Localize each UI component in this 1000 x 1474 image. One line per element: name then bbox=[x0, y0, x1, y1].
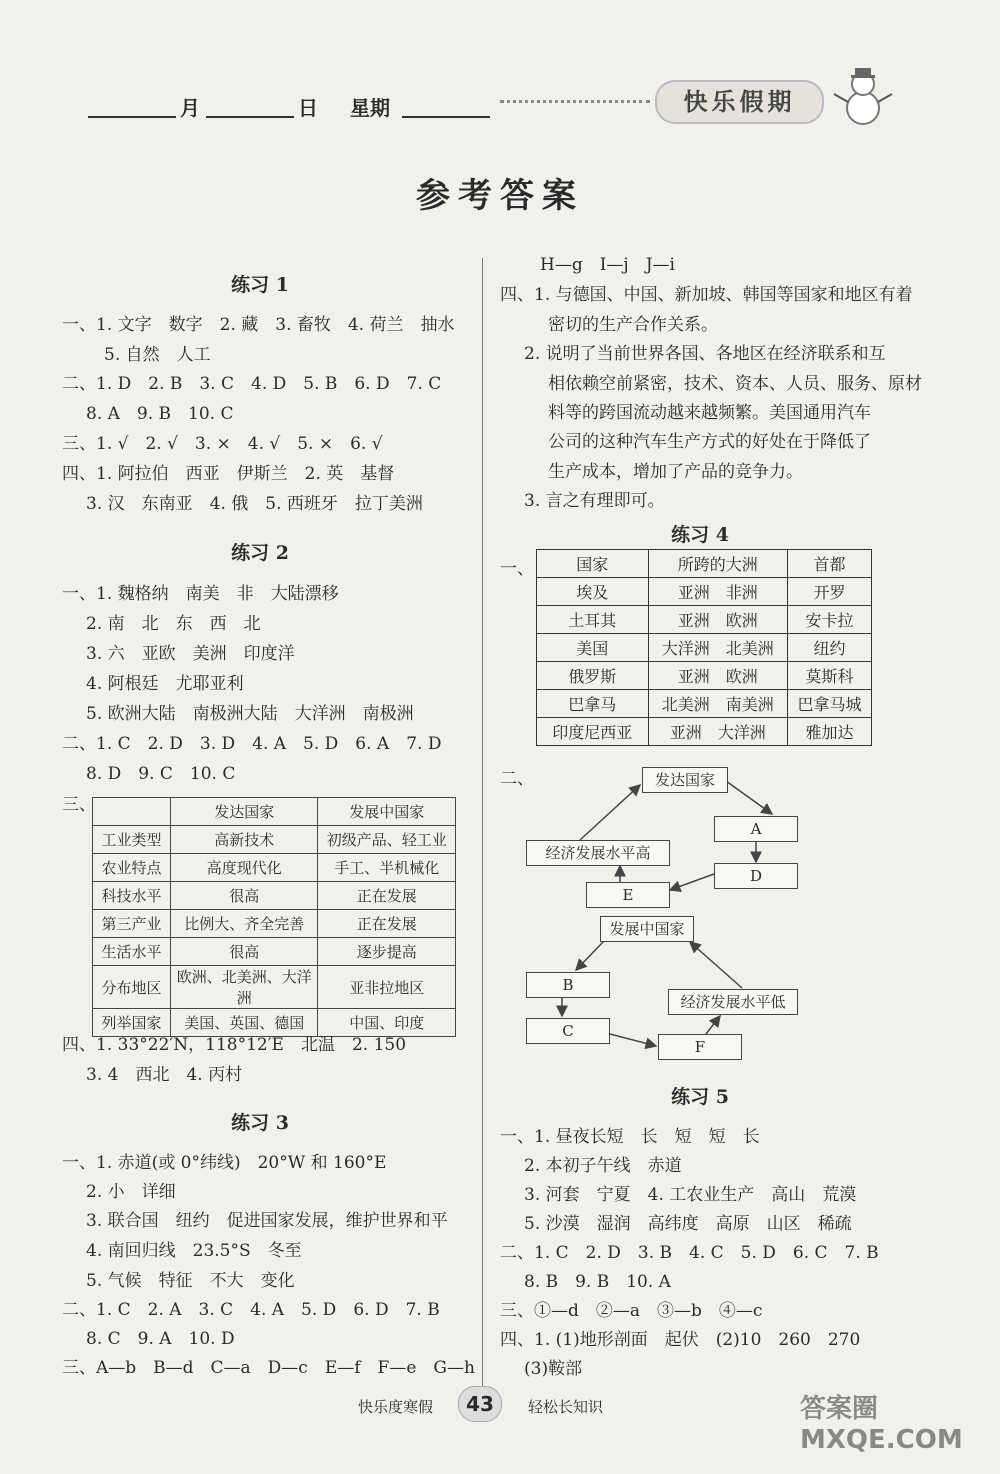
table-cell: 巴拿马城 bbox=[787, 690, 871, 718]
month-label: 月 bbox=[180, 96, 200, 120]
table-cell: 高度现代化 bbox=[171, 854, 318, 882]
table-cell: 手工、半机械化 bbox=[318, 854, 456, 882]
table-cell: 雅加达 bbox=[787, 718, 871, 746]
practice5-line: 四、1. (1)地形剖面 起伏 (2)10 260 270 bbox=[500, 1330, 861, 1350]
table-cell: 莫斯科 bbox=[787, 662, 871, 690]
right-line: 密切的生产合作关系。 bbox=[548, 315, 718, 335]
table-cell: 工业类型 bbox=[93, 826, 171, 854]
practice2-tail: 3. 4 西北 4. 丙村 bbox=[86, 1065, 243, 1085]
practice5-line: 2. 本初子午线 赤道 bbox=[524, 1156, 682, 1176]
practice1-line: 一、1. 文字 数字 2. 藏 3. 畜牧 4. 荷兰 抽水 bbox=[62, 315, 455, 335]
weekday-label: 星期 bbox=[350, 96, 390, 120]
table-cell: 土耳其 bbox=[537, 606, 649, 634]
table-cell: 农业特点 bbox=[93, 854, 171, 882]
table-header: 首都 bbox=[787, 550, 871, 578]
box-developed: 发达国家 bbox=[642, 767, 728, 793]
table-cell: 俄罗斯 bbox=[537, 662, 649, 690]
practice2-table-label: 三、 bbox=[62, 795, 96, 815]
practice1-line: 5. 自然 人工 bbox=[104, 345, 211, 365]
practice3-line: 三、A—b B—d C—a D—c E—f F—e G—h bbox=[62, 1358, 475, 1378]
arrow-D-to-E bbox=[670, 874, 714, 890]
box-F: F bbox=[658, 1034, 742, 1060]
practice2-line: 8. D 9. C 10. C bbox=[86, 764, 236, 784]
table-cell: 亚洲 欧洲 bbox=[648, 662, 787, 690]
table-cell: 亚洲 大洋洲 bbox=[648, 718, 787, 746]
table-cell: 中国、印度 bbox=[318, 1009, 456, 1037]
arrow-low-to-developing bbox=[690, 942, 742, 988]
practice2-line: 3. 六 亚欧 美洲 印度洋 bbox=[86, 644, 295, 664]
page-number: 43 bbox=[458, 1386, 502, 1422]
footer-left: 快乐度寒假 bbox=[358, 1398, 434, 1416]
practice1-line: 四、1. 阿拉伯 西亚 伊斯兰 2. 英 基督 bbox=[62, 464, 395, 484]
table-cell: 北美洲 南美洲 bbox=[648, 690, 787, 718]
practice5-line: 8. B 9. B 10. A bbox=[524, 1272, 671, 1292]
box-developing: 发展中国家 bbox=[600, 916, 694, 942]
table-cell: 开罗 bbox=[787, 578, 871, 606]
practice4-table-label: 一、 bbox=[500, 559, 534, 579]
table-cell: 纽约 bbox=[787, 634, 871, 662]
practice4-heading: 练习 4 bbox=[671, 524, 729, 546]
box-A: A bbox=[714, 816, 798, 842]
right-line: H—g I—j J—i bbox=[540, 255, 675, 275]
practice1-line: 二、1. D 2. B 3. C 4. D 5. B 6. D 7. C bbox=[62, 374, 442, 394]
practice5-line: (3)鞍部 bbox=[524, 1359, 583, 1379]
arrow-C-to-F bbox=[610, 1034, 656, 1046]
table-cell: 逐步提高 bbox=[318, 938, 456, 966]
table-cell: 列举国家 bbox=[93, 1009, 171, 1037]
practice5-line: 5. 沙漠 湿润 高纬度 高原 山区 稀疏 bbox=[524, 1214, 852, 1234]
practice3-line: 3. 联合国 纽约 促进国家发展，维护世界和平 bbox=[86, 1211, 448, 1231]
day-label: 日 bbox=[298, 96, 318, 120]
table-header: 国家 bbox=[537, 550, 649, 578]
box-D: D bbox=[714, 863, 798, 889]
table-cell: 正在发展 bbox=[318, 910, 456, 938]
practice5-line: 3. 河套 宁夏 4. 工农业生产 高山 荒漠 bbox=[524, 1185, 857, 1205]
table-cell: 大洋洲 北美洲 bbox=[648, 634, 787, 662]
table-cell: 比例大、齐全完善 bbox=[171, 910, 318, 938]
table-cell: 分布地区 bbox=[93, 966, 171, 1009]
arrow-F-to-low bbox=[706, 1016, 720, 1034]
table-cell: 亚洲 非洲 bbox=[648, 578, 787, 606]
practice2-tail: 四、1. 33°22′N，118°12′E 北温 2. 150 bbox=[62, 1035, 407, 1055]
practice3-line: 8. C 9. A 10. D bbox=[86, 1329, 235, 1349]
watermark-logo: 答案圈 MXQE.COM bbox=[800, 1394, 963, 1455]
right-line: 3. 言之有理即可。 bbox=[524, 491, 665, 511]
practice3-line: 4. 南回归线 23.5°S 冬至 bbox=[86, 1241, 302, 1261]
table-cell: 美国 bbox=[537, 634, 649, 662]
practice3-line: 一、1. 赤道(或 0°纬线) 20°W 和 160°E bbox=[62, 1153, 387, 1173]
box-B: B bbox=[526, 972, 610, 998]
table-cell: 正在发展 bbox=[318, 882, 456, 910]
table-cell: 巴拿马 bbox=[537, 690, 649, 718]
practice2-line: 5. 欧洲大陆 南极洲大陆 大洋洲 南极洲 bbox=[86, 704, 414, 724]
box-E: E bbox=[586, 882, 670, 908]
practice3-heading: 练习 3 bbox=[231, 1112, 289, 1134]
table-cell: 亚非拉地区 bbox=[318, 966, 456, 1009]
practice1-line: 8. A 9. B 10. C bbox=[86, 404, 234, 424]
practice1-line: 3. 汉 东南亚 4. 俄 5. 西班牙 拉丁美洲 bbox=[86, 494, 423, 514]
table-cell: 科技水平 bbox=[93, 882, 171, 910]
right-line: 四、1. 与德国、中国、新加坡、韩国等国家和地区有着 bbox=[500, 285, 913, 305]
table-cell: 高新技术 bbox=[171, 826, 318, 854]
arrow-developing-to-B bbox=[576, 941, 604, 970]
table-cell: 很高 bbox=[171, 938, 318, 966]
practice2-heading: 练习 2 bbox=[231, 542, 289, 564]
table-cell: 亚洲 欧洲 bbox=[648, 606, 787, 634]
practice2-line: 一、1. 魏格纳 南美 非 大陆漂移 bbox=[62, 584, 339, 604]
box-C: C bbox=[526, 1018, 610, 1044]
practice3-line: 5. 气候 特征 不大 变化 bbox=[86, 1271, 295, 1291]
practice5-line: 二、1. C 2. D 3. B 4. C 5. D 6. C 7. B bbox=[500, 1243, 879, 1263]
table-cell: 欧洲、北美洲、大洋洲 bbox=[171, 966, 318, 1009]
table-header: 所跨的大洲 bbox=[648, 550, 787, 578]
page-title: 参考答案 bbox=[416, 176, 584, 216]
table-cell: 第三产业 bbox=[93, 910, 171, 938]
box-low: 经济发展水平低 bbox=[668, 989, 798, 1015]
table-cell: 安卡拉 bbox=[787, 606, 871, 634]
practice4-diagram-label: 二、 bbox=[500, 769, 534, 789]
right-line: 料等的跨国流动越来越频繁。美国通用汽车 bbox=[548, 403, 871, 423]
table-cell: 印度尼西亚 bbox=[537, 718, 649, 746]
practice3-line: 2. 小 详细 bbox=[86, 1182, 176, 1202]
box-high: 经济发展水平高 bbox=[526, 840, 670, 866]
right-line: 生产成本，增加了产品的竞争力。 bbox=[548, 462, 803, 482]
table-header: 发达国家 bbox=[171, 798, 318, 826]
practice5-line: 一、1. 昼夜长短 长 短 短 长 bbox=[500, 1127, 760, 1147]
arrow-developed-to-A bbox=[726, 781, 772, 814]
right-line: 相依赖空前紧密，技术、资本、人员、服务、原材 bbox=[548, 374, 922, 394]
practice1-line: 三、1. √ 2. √ 3. × 4. √ 5. × 6. √ bbox=[62, 434, 383, 454]
practice2-line: 4. 阿根廷 尤耶亚利 bbox=[86, 674, 244, 694]
practice1-heading: 练习 1 bbox=[231, 274, 289, 296]
table-cell: 美国、英国、德国 bbox=[171, 1009, 318, 1037]
practice3-line: 二、1. C 2. A 3. C 4. A 5. D 6. D 7. B bbox=[62, 1300, 440, 1320]
table-cell: 生活水平 bbox=[93, 938, 171, 966]
table-cell: 埃及 bbox=[537, 578, 649, 606]
right-line: 公司的这种汽车生产方式的好处在于降低了 bbox=[548, 432, 871, 452]
brand-badge: 快乐假期 bbox=[655, 80, 824, 124]
footer-right: 轻松长知识 bbox=[528, 1398, 604, 1416]
practice2-line: 二、1. C 2. D 3. D 4. A 5. D 6. A 7. D bbox=[62, 734, 442, 754]
right-line: 2. 说明了当前世界各国、各地区在经济联系和互 bbox=[524, 344, 886, 364]
table-header: 发展中国家 bbox=[318, 798, 456, 826]
practice5-heading: 练习 5 bbox=[671, 1086, 729, 1108]
table-cell: 初级产品、轻工业 bbox=[318, 826, 456, 854]
table-cell: 很高 bbox=[171, 882, 318, 910]
practice2-line: 2. 南 北 东 西 北 bbox=[86, 614, 261, 634]
arrow-high-to-developed bbox=[580, 785, 640, 840]
practice5-line: 三、①—d ②—a ③—b ④—c bbox=[500, 1301, 763, 1321]
